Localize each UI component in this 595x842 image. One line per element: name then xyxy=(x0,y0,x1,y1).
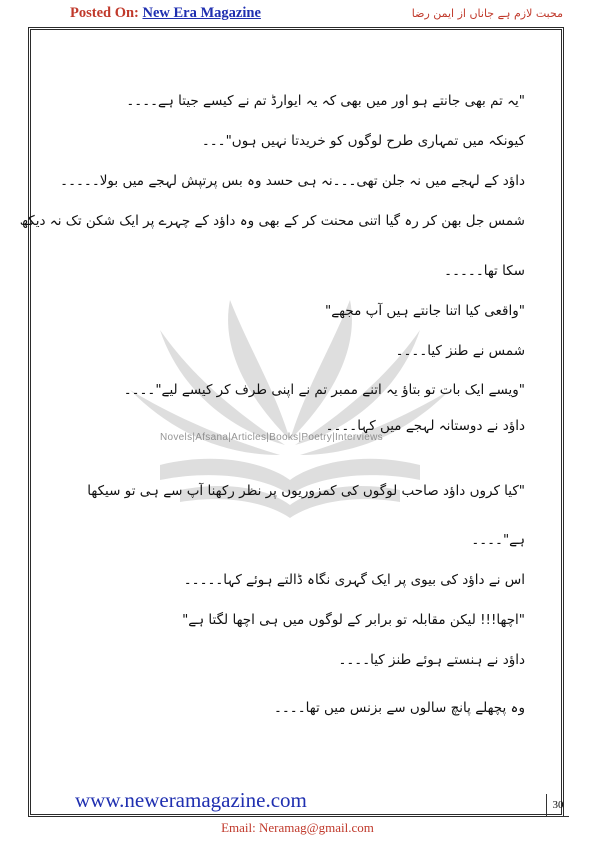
posted-on xyxy=(70,5,261,22)
posted-on-label: Posted On: xyxy=(70,5,139,21)
body-line: "اچھا!!! لیکن مقابلہ تو برابر کے لوگوں میں ہی اچھا لگتا ہے" xyxy=(182,612,525,628)
body-line: اس نے داؤد کی بیوی پر ایک گہری نگاہ ڈالتے ہوئے کہا۔۔۔۔۔ xyxy=(183,572,525,588)
body-line: وہ پچھلے پانچ سالوں سے بزنس میں تھا۔۔۔۔ xyxy=(273,700,525,716)
magazine-link[interactable]: New Era Magazine xyxy=(142,5,261,21)
website-link[interactable]: www.neweramagazine.com xyxy=(75,788,307,812)
body-line: "کیا کروں داؤد صاحب لوگوں کی کمزوریوں پر نظر رکھنا آپ سے ہی تو سیکھا xyxy=(87,483,525,499)
body-line: شمس جل بھن کر رہ گیا اتنی محنت کر کے بھی وہ داؤد کے چہرے پر ایک شکن تک نہ دیکھ xyxy=(19,213,525,229)
watermark-text: Novels|Afsana|Articles|Books|Poetry|Interviews xyxy=(160,432,383,443)
body-line: "یہ تم بھی جانتے ہو اور میں بھی کہ یہ ایوارڈ تم نے کیسے جیتا ہے۔۔۔۔ xyxy=(126,93,525,109)
email-text: Email: Neramag@gmail.com xyxy=(221,820,374,835)
page-header xyxy=(0,0,595,28)
body-line: ہے"۔۔۔۔ xyxy=(471,532,525,548)
body-line: "ویسے ایک بات تو بتاؤ یہ اتنے ممبر تم نے اپنی طرف کر کیسے لیے"۔۔۔۔ xyxy=(123,382,525,398)
body-line: سکا تھا۔۔۔۔۔ xyxy=(444,263,525,279)
story-title: محبت لازم ہے جاناں از ایمن رضا xyxy=(411,7,563,20)
body-line: داؤد نے ہنستے ہوئے طنز کیا۔۔۔۔ xyxy=(338,652,525,668)
body-line: داؤد نے دوستانہ لہجے میں کہا۔۔۔۔ xyxy=(325,418,525,434)
page-number: 30 xyxy=(546,794,569,817)
body-line: شمس نے طنز کیا۔۔۔۔ xyxy=(395,343,525,359)
body-line: داؤد کے لہجے میں نہ جلن تھی۔۔۔نہ ہی حسد وہ بس پرتپش لہجے میں بولا۔۔۔۔۔ xyxy=(60,173,525,189)
body-line: کیونکہ میں تمہاری طرح لوگوں کو خریدتا نہیں ہوں"۔۔۔ xyxy=(201,133,525,149)
body-line: "واقعی کیا اتنا جانتے ہیں آپ مجھے" xyxy=(325,303,525,319)
